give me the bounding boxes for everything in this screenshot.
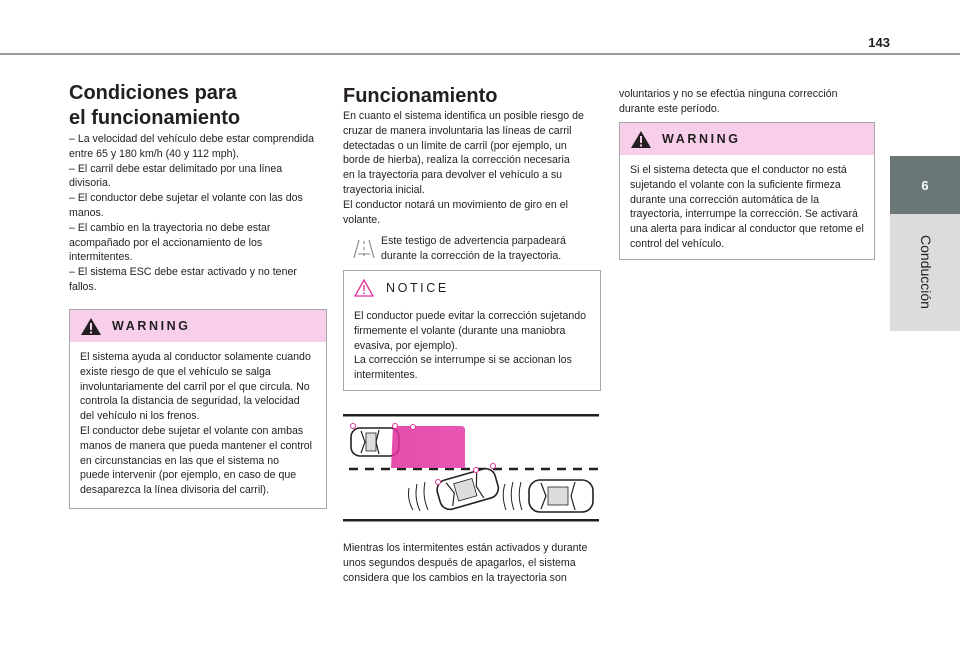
text-line: trayectoria inicial. bbox=[343, 183, 425, 196]
warning-title: WARNING bbox=[112, 319, 191, 333]
text-line: – El cambio en la trayectoria no debe estar bbox=[69, 221, 271, 234]
section-title-conditions: Condiciones para el funcionamiento bbox=[69, 82, 241, 129]
text-line: durante una corrección automática de la bbox=[630, 193, 820, 206]
conditions-list bbox=[69, 132, 327, 295]
text-line: borde de hierba), realiza la corrección necesaria bbox=[343, 154, 570, 167]
sensor-marker bbox=[411, 425, 416, 430]
text-line: puede intervenir (por ejemplo, en caso de que bbox=[80, 469, 297, 482]
car-right bbox=[529, 480, 593, 512]
warning-title: WARNING bbox=[662, 132, 741, 146]
text-line: – El carril debe estar delimitado por una línea bbox=[69, 162, 283, 175]
sensor-marker bbox=[491, 464, 496, 469]
text-line: manos. bbox=[69, 206, 104, 219]
text-line: en la trayectoria para devolver el vehículo a su bbox=[343, 169, 563, 182]
text-line: – La velocidad del vehículo debe estar comprendida bbox=[69, 133, 314, 145]
text-line: existe riesgo de que el vehículo se salga bbox=[80, 365, 271, 378]
column-right-text bbox=[619, 87, 875, 117]
text-line: durante este período. bbox=[619, 102, 720, 115]
text-line: unos segundos después de apagarlos, el sistema bbox=[343, 556, 576, 569]
text-line: durante la corrección de la trayectoria. bbox=[381, 249, 562, 262]
text-line: divisoria. bbox=[69, 177, 111, 190]
text-line: volante. bbox=[343, 213, 381, 226]
text-line: considera que los cambios en la trayectoria son bbox=[343, 571, 567, 584]
warning-header bbox=[620, 123, 874, 155]
text-line: en circunstancias en las que el sistema no bbox=[80, 454, 280, 467]
notice-triangle-icon bbox=[354, 279, 374, 297]
warning-triangle-icon bbox=[630, 130, 652, 149]
text-line: del vehículo ni los frenos. bbox=[80, 410, 200, 423]
text-line: Este testigo de advertencia parpadeará bbox=[381, 235, 566, 247]
warning-box-1 bbox=[69, 309, 327, 509]
text-line: Mientras los intermitentes están activados y durante bbox=[343, 542, 588, 554]
text-line: una alerta para indicar al conductor que retome el bbox=[630, 223, 864, 236]
text-line: voluntarios y no se efectúa ninguna corrección bbox=[619, 88, 838, 100]
page-number: 143 bbox=[868, 35, 890, 50]
text-line: El conductor puede evitar la corrección sujetando bbox=[354, 310, 587, 322]
text-line: controla la distancia de seguridad, la velocidad bbox=[80, 395, 300, 408]
sensor-marker bbox=[436, 480, 441, 485]
notice-title: NOTICE bbox=[386, 281, 449, 295]
road-edge-top bbox=[343, 414, 599, 417]
chapter-tab-number[interactable]: 6 bbox=[890, 156, 960, 214]
after-illustration-text bbox=[343, 541, 601, 585]
chapter-tab-label[interactable] bbox=[890, 214, 960, 331]
warning-header bbox=[70, 310, 326, 342]
lane-correction-illustration bbox=[343, 412, 599, 524]
text-line: – El conductor debe sujetar el volante con las dos bbox=[69, 192, 303, 205]
lane-assist-warning-light-icon bbox=[352, 238, 376, 260]
text-line: El conductor notará un movimiento de giro en el bbox=[343, 198, 568, 211]
chapter-label: Conducción bbox=[918, 235, 934, 309]
text-line: cruzar de manera involuntaria las líneas de carril bbox=[343, 124, 572, 137]
text-line: En cuanto el sistema identifica un posible riesgo de bbox=[343, 110, 584, 122]
text-line: sujetando el volante con la suficiente firmeza bbox=[630, 178, 841, 191]
header-rule bbox=[0, 53, 960, 55]
notice-header bbox=[344, 271, 600, 305]
text-line: fallos. bbox=[69, 280, 97, 293]
operation-text bbox=[343, 109, 601, 227]
text-line: desaparezca la línea divisoria del carril). bbox=[80, 484, 270, 497]
sensor-marker bbox=[474, 468, 479, 473]
text-line: firmemente el volante (durante una maniobra bbox=[354, 324, 566, 337]
text-line: intermitentes. bbox=[69, 251, 133, 264]
notice-box bbox=[343, 270, 601, 391]
text-line: manos de manera que pueda mantener el control bbox=[80, 439, 313, 452]
text-line: El sistema ayuda al conductor solamente cuando bbox=[80, 351, 311, 363]
text-line: trayectoria, interrumpe la corrección. Se activará bbox=[630, 208, 858, 221]
sensor-marker bbox=[351, 424, 356, 429]
text-line: intermitentes. bbox=[354, 369, 418, 382]
sensor-marker bbox=[393, 424, 398, 429]
warning-triangle-icon bbox=[80, 317, 102, 336]
car-correcting bbox=[435, 466, 501, 511]
text-line: involuntariamente del carril por el que circula. No bbox=[80, 380, 310, 393]
text-line: acompañado por el accionamiento de los bbox=[69, 236, 263, 249]
text-line: entre 65 y 180 km/h (40 y 112 mph). bbox=[69, 147, 239, 160]
text-line: Si el sistema detecta que el conductor no está bbox=[630, 164, 847, 176]
text-line: control del vehículo. bbox=[630, 237, 725, 250]
lane-detection-zone bbox=[391, 426, 465, 468]
road-edge-bottom bbox=[343, 519, 599, 522]
text-line: evasiva, por ejemplo). bbox=[354, 339, 458, 352]
text-line: La corrección se interrumpe si se accionan los bbox=[354, 354, 572, 367]
text-line: detectadas o un límite de carril (por ejemplo, un bbox=[343, 139, 567, 152]
text-line: – El sistema ESC debe estar activado y no tener bbox=[69, 266, 297, 279]
section-title-operation: Funcionamiento bbox=[343, 85, 498, 107]
warning-box-2 bbox=[619, 122, 875, 260]
text-line: El conductor debe sujetar el volante con ambas bbox=[80, 424, 304, 437]
